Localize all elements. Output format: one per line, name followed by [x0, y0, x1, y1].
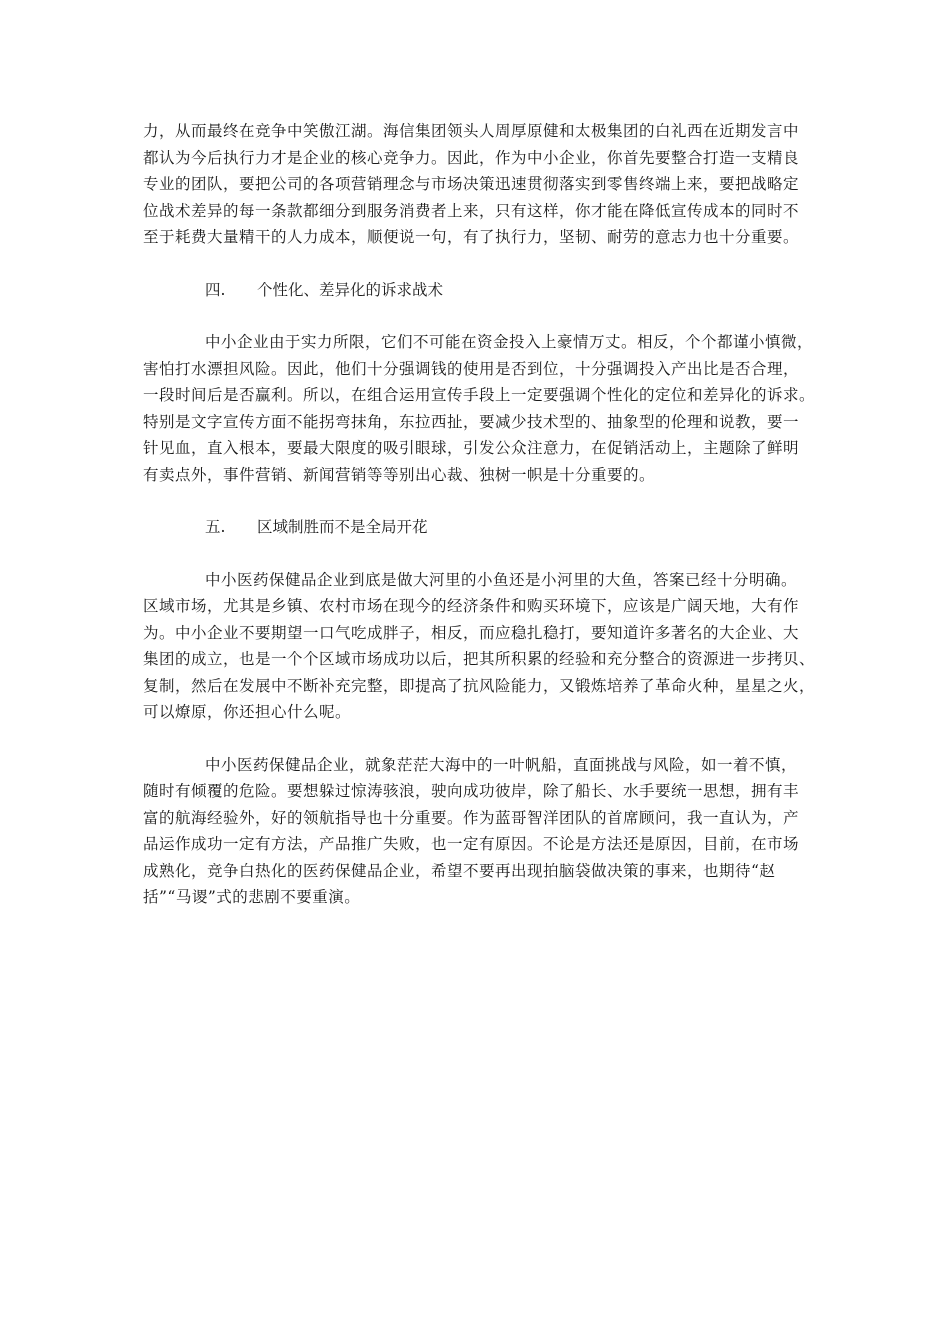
- text-line: 可以燎原，你还担心什么呢。: [143, 703, 352, 721]
- section-number: 四.: [205, 280, 226, 299]
- text-line: 括”“马谡”式的悲剧不要重演。: [143, 888, 361, 906]
- text-line: 力，从而最终在竞争中笑傲江湖。海信集团领头人周厚原健和太极集团的白礼西在近期发言中: [143, 122, 800, 140]
- text-line: 有卖点外，事件营销、新闻营销等等别出心裁、独树一帜是十分重要的。: [143, 465, 656, 484]
- text-line: 随时有倾覆的危险。要想躲过惊涛骇浪，驶向成功彼岸，除了船长、水手要统一思想，拥有丰: [143, 782, 800, 800]
- text-line: 中小医药保健品企业，就象茫茫大海中的一叶帆船，直面挑战与风险，如一着不慎，: [205, 755, 798, 774]
- document-page: [143, 118, 816, 937]
- text-line: 一段时间后是否赢利。所以，在组合运用宣传手段上一定要强调个性化的定位和差异化的诉求。: [143, 386, 816, 404]
- text-line: 品运作成功一定有方法，产品推广失败，也一定有原因。不论是方法还是原因，目前，在市场: [143, 835, 800, 853]
- text-line: 为。中小企业不要期望一口气吃成胖子，相反，而应稳扎稳打，要知道许多著名的大企业、大: [143, 623, 800, 642]
- text-line: 区域市场，尤其是乡镇、农村市场在现今的经济条件和购买环境下，应该是广阔天地，大有作: [143, 597, 800, 615]
- paragraph-execution: [143, 118, 808, 251]
- text-line: 富的航海经验外，好的领航指导也十分重要。作为蓝哥智洋团队的首席顾问，我一直认为，产: [143, 808, 800, 827]
- section-heading-5: [143, 514, 808, 541]
- text-line: 位战术差异的每一条款都细分到服务消费者上来，只有这样，你才能在降低宣传成本的同时不: [143, 201, 800, 220]
- paragraph-personalization: [143, 329, 816, 488]
- text-line: 中小医药保健品企业到底是做大河里的小鱼还是小河里的大鱼，答案已经十分明确。: [205, 570, 798, 589]
- text-line: 害怕打水漂担风险。因此，他们十分强调钱的使用是否到位，十分强调投入产出比是否合理，: [143, 359, 800, 378]
- text-line: 专业的团队，要把公司的各项营销理念与市场决策迅速贯彻落实到零售终端上来，要把战略定: [143, 175, 800, 193]
- text-line: 至于耗费大量精干的人力成本，顺便说一句，有了执行力，坚韧、耐劳的意志力也十分重要。: [143, 228, 800, 246]
- section-title: 区域制胜而不是全局开花: [257, 518, 428, 536]
- paragraph-regional-market: [143, 567, 816, 726]
- section-heading-4: [143, 277, 808, 304]
- section-number: 五.: [205, 518, 226, 536]
- text-line: 特别是文字宣传方面不能拐弯抹角，东拉西扯，要减少技术型的、抽象型的伦理和说教，要一: [143, 412, 800, 431]
- text-line: 都认为今后执行力才是企业的核心竞争力。因此，作为中小企业，你首先要整合打造一支精良: [143, 148, 800, 167]
- text-line: 中小企业由于实力所限，它们不可能在资金投入上豪情万丈。相反，个个都谨小慎微，: [205, 333, 814, 351]
- text-line: 复制，然后在发展中不断补充完整，即提高了抗风险能力，又锻炼培养了革命火种，星星之火，: [143, 676, 816, 695]
- text-line: 针见血，直入根本，要最大限度的吸引眼球，引发公众注意力，在促销活动上，主题除了鲜明: [143, 439, 800, 457]
- text-line: 集团的成立，也是一个个区域市场成功以后，把其所积累的经验和充分整合的资源进一步拷贝、: [143, 650, 816, 668]
- section-title: 个性化、差异化的诉求战术: [257, 280, 444, 299]
- paragraph-conclusion: [143, 752, 808, 911]
- text-line: 成熟化，竞争白热化的医药保健品企业，希望不要再出现拍脑袋做决策的事来，也期待“赵: [143, 861, 776, 880]
